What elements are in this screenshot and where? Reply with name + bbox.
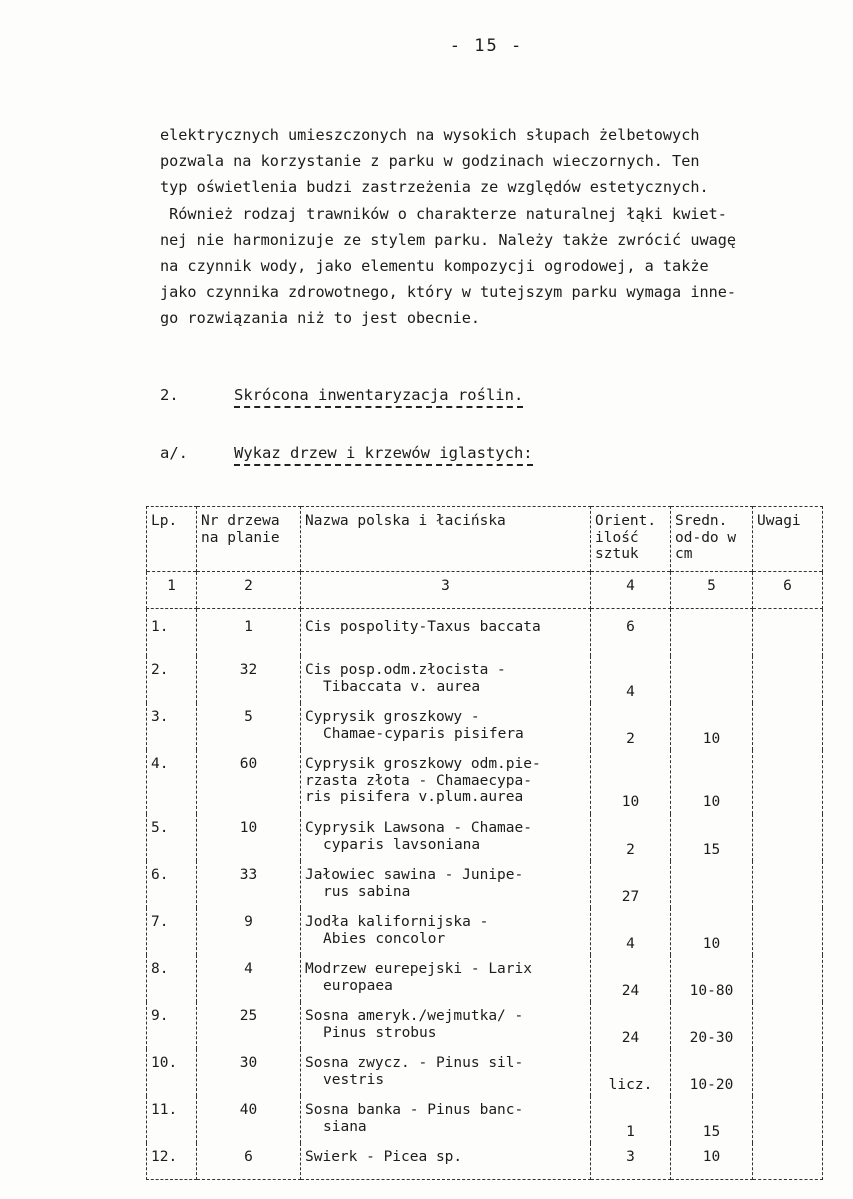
row-quantity-value: 3 [626,1149,635,1165]
row-diameter [671,609,753,657]
row-diameter-value: 10-80 [689,983,734,999]
row-diameter [671,1002,753,1049]
row-lp: 3. [147,703,197,750]
row-name-line: rus sabina [323,883,411,900]
header-diameter: Sredn. od-do w cm [671,507,753,572]
row-diameter-value: 10 [702,1149,721,1165]
column-number: 1 [147,572,197,609]
row-quantity [591,1049,671,1096]
row-name-line: europaea [323,977,393,994]
row-notes [753,861,823,908]
row-quantity-value: 27 [621,889,640,905]
paragraph-line: Również rodzaj trawników o charakterze naturalnej łąki kwiet- [160,204,727,223]
subsection-title: Wykaz drzew i krzewów iglastych: [234,444,533,466]
column-number-row [147,572,823,609]
row-name-line: vestris [323,1071,385,1088]
section-title: Skrócona inwentaryzacja roślin. [234,386,523,408]
row-lp: 4. [147,750,197,814]
table-row [147,1049,823,1096]
row-tree-number: 9 [197,908,301,955]
row-notes [753,750,823,814]
column-number: 6 [753,572,823,609]
row-name-line: Swierk - Picea sp. [305,1149,463,1165]
paragraph-line: elektrycznych umieszczonych na wysokich słupach żelbetowych [160,126,700,144]
header-name: Nazwa polska i łacińska [301,507,591,572]
row-name-line: Pinus strobus [323,1024,437,1041]
row-quantity-value: licz. [608,1077,653,1093]
row-notes [753,703,823,750]
row-diameter-value: 10 [702,936,721,952]
row-diameter [671,703,753,750]
row-lp: 1. [147,609,197,657]
column-number: 4 [591,572,671,609]
header-tree-number: Nr drzewa na planie [197,507,301,572]
row-notes [753,955,823,1002]
table-row [147,1143,823,1180]
row-quantity-value: 1 [626,1124,635,1140]
row-tree-number: 1 [197,609,301,657]
row-diameter-value: 10 [702,794,721,810]
row-quantity-value: 24 [621,983,640,999]
row-tree-number: 10 [197,814,301,861]
row-quantity [591,750,671,814]
header-lp: Lp. [147,507,197,572]
row-tree-number: 6 [197,1143,301,1180]
row-quantity [591,1002,671,1049]
row-quantity-value: 2 [626,731,635,747]
row-diameter [671,656,753,703]
row-name-line: Chamae-cyparis pisifera [323,725,524,742]
row-lp: 12. [147,1143,197,1180]
row-name [301,703,591,750]
body-paragraph [160,122,820,332]
row-diameter [671,750,753,814]
row-name-line: Cyprysik groszkowy - [305,709,480,725]
row-lp: 7. [147,908,197,955]
row-tree-number: 4 [197,955,301,1002]
row-diameter [671,908,753,955]
row-name-line: Modrzew eurepejski - Larix [305,961,532,977]
row-diameter [671,1096,753,1143]
paragraph-line: na czynnik wody, jako elementu kompozycji ogrodowej, a także [160,257,709,276]
row-name [301,609,591,657]
row-diameter [671,1143,753,1180]
paragraph-line: go rozwiązania niż to jest obecnie. [160,309,481,328]
row-notes [753,908,823,955]
row-name-line: ris pisifera v.plum.aurea [305,789,524,805]
paragraph-line: pozwala na korzystanie z parku w godzinach wieczornych. Ten [160,152,700,171]
row-quantity [591,609,671,657]
row-name-line: cyparis lavsoniana [323,836,481,853]
row-tree-number: 60 [197,750,301,814]
conifer-inventory-table [146,506,823,1180]
row-quantity-value: 4 [626,936,635,952]
row-name-line: Abies concolor [323,930,446,947]
table-row [147,1002,823,1049]
row-diameter-value: 10 [702,731,721,747]
page-number: - 15 - [449,36,524,56]
row-name [301,1143,591,1180]
row-lp: 10. [147,1049,197,1096]
row-quantity-value: 6 [626,619,635,635]
row-tree-number: 40 [197,1096,301,1143]
row-tree-number: 5 [197,703,301,750]
row-notes [753,814,823,861]
row-diameter-value: 20-30 [689,1030,734,1046]
row-name-line: Cyprysik groszkowy odm.pie- [305,756,541,772]
section-number: 2. [160,386,179,404]
row-quantity [591,1096,671,1143]
row-name [301,750,591,814]
row-diameter [671,955,753,1002]
table-row [147,861,823,908]
row-quantity-value: 10 [621,794,640,810]
row-name-line: Sosna ameryk./wejmutka/ - [305,1008,524,1024]
row-lp: 6. [147,861,197,908]
row-name-line: Cyprysik Lawsona - Chamae- [305,820,532,836]
row-diameter [671,861,753,908]
row-name [301,955,591,1002]
table-header-row [147,507,823,572]
column-number: 2 [197,572,301,609]
table-row [147,750,823,814]
row-tree-number: 25 [197,1002,301,1049]
row-notes [753,609,823,657]
header-notes: Uwagi [753,507,823,572]
row-lp: 5. [147,814,197,861]
row-name-line: Cis posp.odm.złocista - [305,662,506,678]
row-tree-number: 33 [197,861,301,908]
row-lp: 9. [147,1002,197,1049]
table-row [147,703,823,750]
row-diameter-value: 10-20 [689,1077,734,1093]
row-name-line: Cis pospolity-Taxus baccata [305,619,541,635]
row-notes [753,656,823,703]
row-name [301,1049,591,1096]
table-row [147,1096,823,1143]
row-diameter [671,1049,753,1096]
row-name-line: Sosna zwycz. - Pinus sil- [305,1055,524,1071]
row-quantity [591,955,671,1002]
subsection-number: a/. [160,444,188,462]
row-name-line: Jałowiec sawina - Junipe- [305,867,524,883]
column-number: 5 [671,572,753,609]
paragraph-line: nej nie harmonizuje ze stylem parku. Należy także zwrócić uwagę [160,230,737,249]
row-tree-number: 32 [197,656,301,703]
row-quantity-value: 24 [621,1030,640,1046]
row-notes [753,1002,823,1049]
row-notes [753,1049,823,1096]
row-notes [753,1096,823,1143]
table-row [147,609,823,657]
row-lp: 8. [147,955,197,1002]
row-diameter-value: 15 [702,842,721,858]
row-diameter [671,814,753,861]
row-name [301,656,591,703]
row-lp: 2. [147,656,197,703]
paragraph-line: jako czynnika zdrowotnego, który w tutejszym parku wymaga inne- [160,283,737,302]
row-name-line: Jodła kalifornijska - [305,914,489,930]
row-quantity [591,861,671,908]
row-name-line: siana [323,1118,367,1135]
table-row [147,814,823,861]
table-row [147,908,823,955]
row-name [301,1002,591,1049]
row-notes [753,1143,823,1180]
row-quantity [591,1143,671,1180]
row-tree-number: 30 [197,1049,301,1096]
row-name [301,908,591,955]
row-quantity [591,656,671,703]
table-row [147,656,823,703]
row-quantity-value: 2 [626,842,635,858]
row-diameter-value: 15 [702,1124,721,1140]
row-name-line: Tibaccata v. aurea [323,678,481,695]
row-name [301,861,591,908]
header-quantity: Orient. ilość sztuk [591,507,671,572]
row-quantity [591,703,671,750]
row-quantity [591,814,671,861]
row-name-line: Sosna banka - Pinus banc- [305,1102,524,1118]
row-name [301,814,591,861]
paragraph-line: typ oświetlenia budzi zastrzeżenia ze względów estetycznych. [160,178,709,197]
table-row [147,955,823,1002]
row-quantity [591,908,671,955]
row-name-line: rzasta złota - Chamaecypa- [305,772,532,789]
row-quantity-value: 4 [626,684,635,700]
column-number: 3 [301,572,591,609]
row-lp: 11. [147,1096,197,1143]
row-name [301,1096,591,1143]
